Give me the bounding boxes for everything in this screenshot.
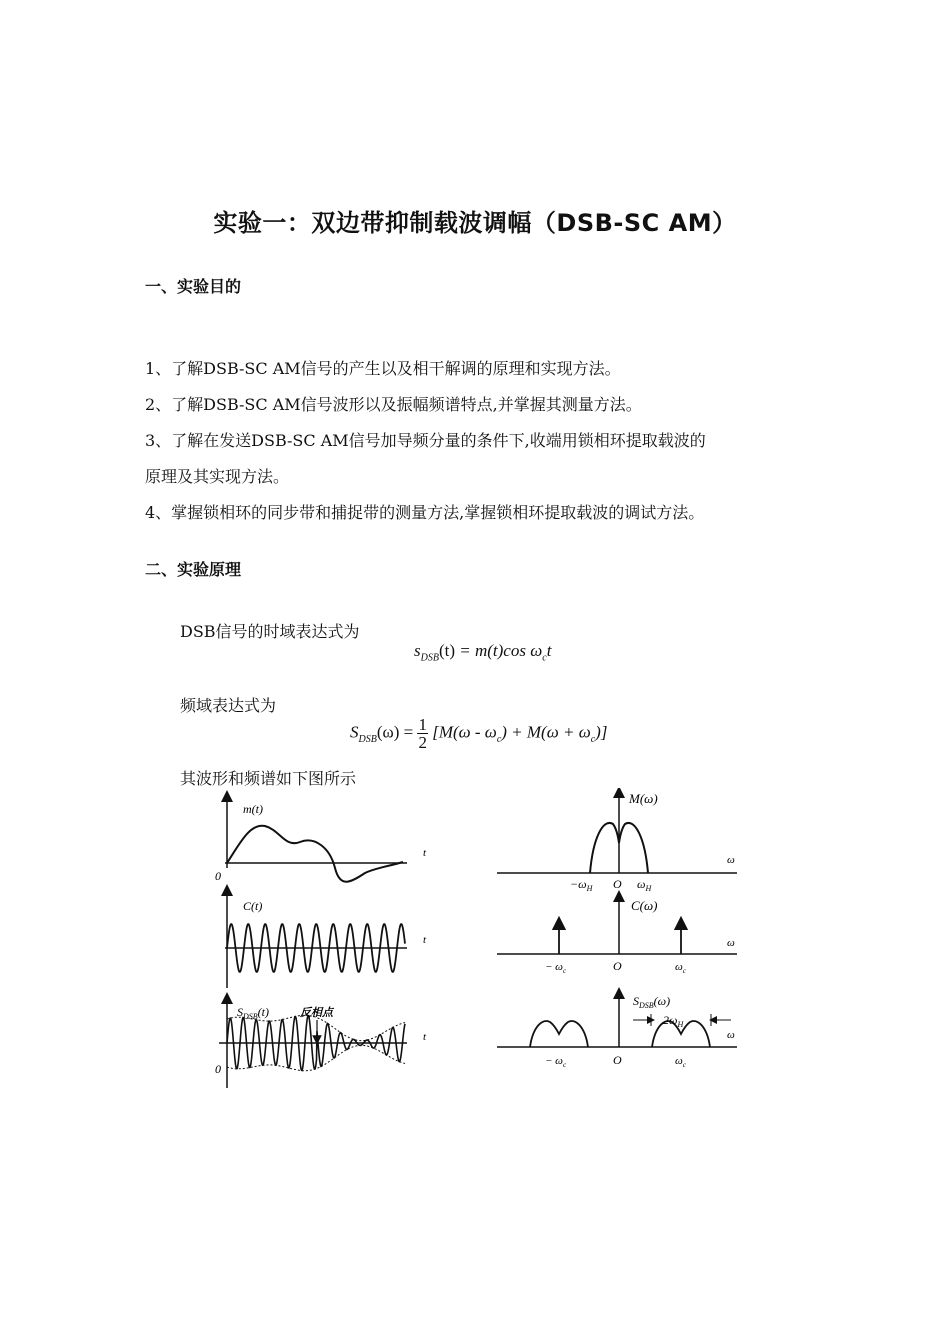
- phase-reversal-label: 反相点: [300, 1007, 333, 1019]
- zero-label: 0: [215, 1062, 221, 1076]
- neg-wc-label: − $\omega_c$: [545, 1055, 567, 1069]
- m-label: m(t): [243, 802, 263, 816]
- time-domain-intro: DSB信号的时域表达式为: [180, 622, 360, 641]
- t-label: t: [423, 847, 427, 859]
- c-label: C(t): [243, 899, 263, 913]
- objective-4: 4、掌握锁相环的同步带和捕捉带的测量方法,掌握锁相环提取载波的调试方法。: [145, 503, 705, 522]
- objective-2: 2、了解DSB-SC AM信号波形以及振幅频谱特点,并掌握其测量方法。: [145, 395, 642, 414]
- s-label: $S_{DSB}(t)$: [237, 1005, 269, 1021]
- wc-label: $\omega_c$: [675, 961, 686, 975]
- message-waveform-panel: [215, 796, 427, 883]
- time-domain-formula: $s_{DSB}(t) = m(t)\cos$ $\omega_ct$: [414, 641, 552, 664]
- dsb-waveform-spectrum-figure: [205, 788, 750, 1100]
- carrier-waveform-panel: [225, 890, 427, 988]
- wH-label: $\omega_H$: [637, 877, 652, 893]
- figure-intro: 其波形和频谱如下图所示: [180, 769, 357, 788]
- section-heading-objectives: 一、实验目的: [145, 277, 242, 296]
- section-heading-principle: 二、实验原理: [145, 560, 242, 579]
- dsb-spectrum-panel: [497, 993, 737, 1069]
- objective-3-cont: 原理及其实现方法。: [145, 467, 290, 486]
- origin-label: O: [613, 877, 622, 891]
- zero-label: 0: [215, 869, 221, 883]
- neg-sideband-curve: [530, 1021, 588, 1047]
- C-spectrum-label: C(ω): [631, 898, 658, 913]
- freq-domain-formula: $S_{DSB}(\omega)$ = $\frac{1}{2}$ $[M(\omega - \omega_c) + M(\omega + \omega_c)]$: [350, 715, 608, 752]
- neg-wH-label: $-\omega_H$: [570, 877, 593, 893]
- neg-wc-label: − $\omega_c$: [545, 961, 567, 975]
- S-spectrum-label: $S_{DSB}(\omega)$: [633, 994, 671, 1010]
- bandwidth-label: $2\omega_H$: [663, 1013, 684, 1029]
- objective-1: 1、了解DSB-SC AM信号的产生以及相干解调的原理和实现方法。: [145, 359, 621, 378]
- origin-label: O: [613, 1053, 622, 1067]
- dsb-waveform-panel: [215, 998, 427, 1088]
- objective-3: 3、了解在发送DSB-SC AM信号加导频分量的条件下,收端用锁相环提取载波的: [145, 431, 706, 450]
- page-title: 实验一：双边带抑制载波调幅（DSB-SC AM）: [213, 209, 737, 237]
- freq-domain-intro: 频域表达式为: [180, 696, 277, 715]
- t-label: t: [423, 1031, 427, 1043]
- message-spectrum-panel: [497, 791, 737, 893]
- origin-label: O: [613, 959, 622, 973]
- M-label: M(ω): [629, 791, 658, 806]
- omega-label: ω: [727, 937, 735, 949]
- t-label: t: [423, 934, 427, 946]
- message-curve: [227, 826, 403, 882]
- omega-label: ω: [727, 854, 735, 866]
- omega-label: ω: [727, 1029, 735, 1041]
- wc-label: $\omega_c$: [675, 1055, 686, 1069]
- carrier-spectrum-panel: [497, 896, 737, 975]
